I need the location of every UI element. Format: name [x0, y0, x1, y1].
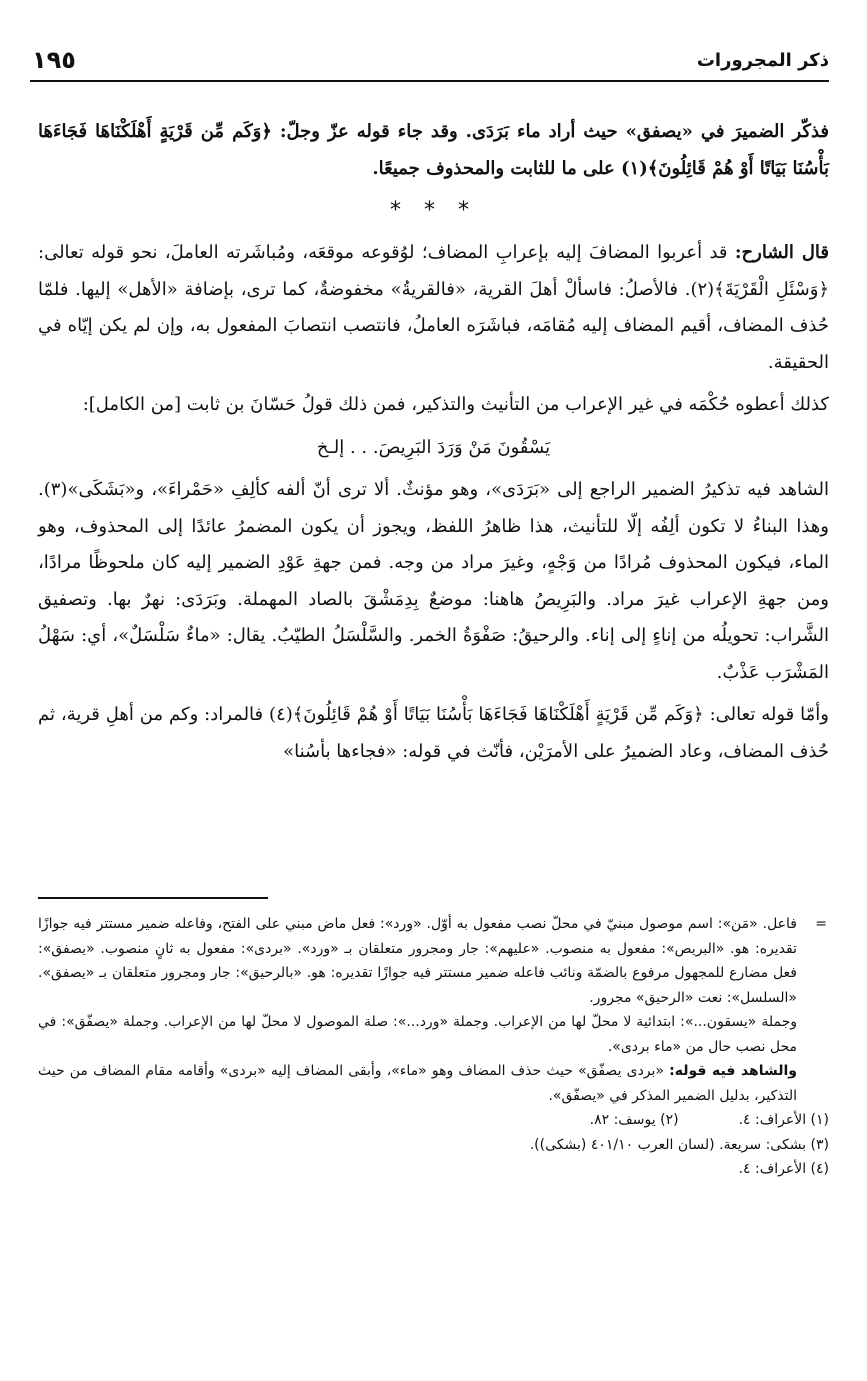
paragraph-2-text: قد أعربوا المضافَ إليه بإعرابِ المضاف؛ لوُقوعه موقعَه، ومُباشَرته العاملَ، نحو قوله تعالى: ﴿وَسْئَلِ الْقَرْيَةَ﴾(٢). فالأصلُ: فاسألْ أهلَ القرية، «فالقريةُ» مخفوضةٌ، كما ترى، بإضافة «الأهل» إليها. فلمّا حُذف المضاف، أقيم المضاف إليه مُقامَه، فباشَرَه العاملُ، فانتصب انتصابَ المفعول به، وإن لم يكن إيّاه في الحقيقة. [38, 242, 830, 373]
evidence-text: «بردى يصفّق» حيث حذف المضاف وهو «ماء»، وأبقى المضاف إليه «بردى» وأقامه مقام المضاف من حيث التذكير، بدليل الضمير المذكر في «يصفّق». [38, 1063, 797, 1104]
footnote-evidence [38, 1059, 829, 1108]
footnote-4: (٤) الأعراف: ٤. [738, 1161, 829, 1177]
paragraph-4: الشاهد فيه تذكيرُ الضمير الراجع إلى «بَرَدَى»، وهو مؤنثٌ. ألا ترى أنّ ألفه كألِفِ «حَمْراءَ»، و«بَشَكَى»(٣). وهذا البناءُ لا تكون ألِفُه إلّا للتأنيث، هذا ظاهرُ اللفظ، ويجوز أن يكون المضمرُ عائدًا إلى المحذوف، وهو الماء، فيكون المحذوف مُرادًا من وَجْهٍ، وغيرَ مراد من وجه. فمن جهةِ عَوْدِ الضمير إليه كان ملحوظًا مرادًا، ومن جهةِ الإعراب غيرَ مراد. والبَرِيصُ هاهنا: موضعٌ بِدِمَشْقَ بالصاد المهملة. وبَرَدَى: نهرٌ بها. وتصفيق الشَّراب: تحويلُه من إناءٍ إلى إناء. والرحيقُ: صَفْوَةُ الخمر. والسَّلْسَلُ الطيّبُ. يقال: «ماءٌ سَلْسَلٌ»، أي: سَهْلُ المَشْرَب عَذْبٌ. [38, 479, 829, 683]
footnote-row-1-2 [38, 1108, 829, 1133]
continuation-mark: = [815, 916, 827, 932]
footnote-separator [38, 897, 268, 899]
paragraph-2 [38, 235, 829, 381]
main-text [38, 114, 829, 776]
footnote-3: (٣) بشكى: سريعة. (لسان العرب ٤٠١/١٠ (بشكى)). [529, 1136, 829, 1153]
paragraph-1: فذكّر الضميرَ في «يصفق» حيث أراد ماء بَرَدَى. وقد جاء قوله عزّ وجلّ: ﴿وَكَم مِّن قَرْيَةٍ أَهْلَكْنَاهَا فَجَاءَهَا بَأْسُنَا بَيَاتًا أَوْ هُمْ قَائِلُونَ﴾(١) على ما للثابت والمحذوف جميعًا. [38, 121, 829, 179]
section-divider-stars: * * * [390, 198, 477, 223]
page-number: ١٩٥ [32, 46, 76, 74]
footnote-continuation [38, 912, 829, 1010]
paragraph-3: كذلك أعطوه حُكْمَه في غير الإعراب من التأنيث والتذكير، فمن ذلك قولُ حَسّانَ بن ثابت [من الكامل]: [82, 394, 829, 415]
evidence-label: والشاهد فيه قوله: [669, 1063, 797, 1079]
footnote-parsing-b: وجملة «يسقون...»: ابتدائية لا محلّ لها من الإعراب. وجملة «ورد...»: صلة الموصول لا محلّ لها من الإعراب. وجملة «يصفّق»: في محل نصب حال من «ماء بردى». [38, 1014, 797, 1055]
footnote-parsing-a: فاعل. «مَن»: اسم موصول مبنيّ في محلّ نصب مفعول به أوّل. «ورد»: فعل ماض مبني على الفتح، وفاعله ضمير مستتر فيه جوازًا تقديره: هو. «البريص»: مفعول به منصوب. «عليهم»: جار ومجرور متعلقان بـ «ورد». «بردى»: مفعول به ثانٍ منصوب. «يصفق»: فعل مضارع للمجهول مرفوع بالضمّة ونائب فاعله ضمير مستتر فيه جوازًا تقديره: هو. «بالرحيق»: جار ومجرور متعلقان بـ «يصفق». «السلسل»: نعت «الرحيق» مجرور. [38, 916, 797, 1006]
footnote-1: (١) الأعراف: ٤. [738, 1112, 829, 1128]
page-header [30, 44, 829, 82]
poetry-verse: يَسْقُونَ مَنْ وَرَدَ البَرِيصَ. . . إلـخ [316, 436, 551, 458]
running-title: ذكر المجرورات [696, 50, 829, 71]
paragraph-5: وأمّا قوله تعالى: ﴿وَكَم مِّن قَرْيَةٍ أَهْلَكْنَاهَا فَجَاءَهَا بَأْسُنَا بَيَاتًا أَوْ هُمْ قَائِلُونَ﴾(٤) فالمراد: وكم من أهلِ قرية، ثم حُذف المضاف، وعاد الضميرُ على الأمرَيْن، فأنّث في قوله: «فجاءها بأسُنا» [38, 704, 829, 762]
footnotes [38, 912, 829, 1182]
footnote-2: (٢) يوسف: ٨٢. [589, 1112, 679, 1128]
commentator-label: قال الشارح: [734, 242, 829, 263]
